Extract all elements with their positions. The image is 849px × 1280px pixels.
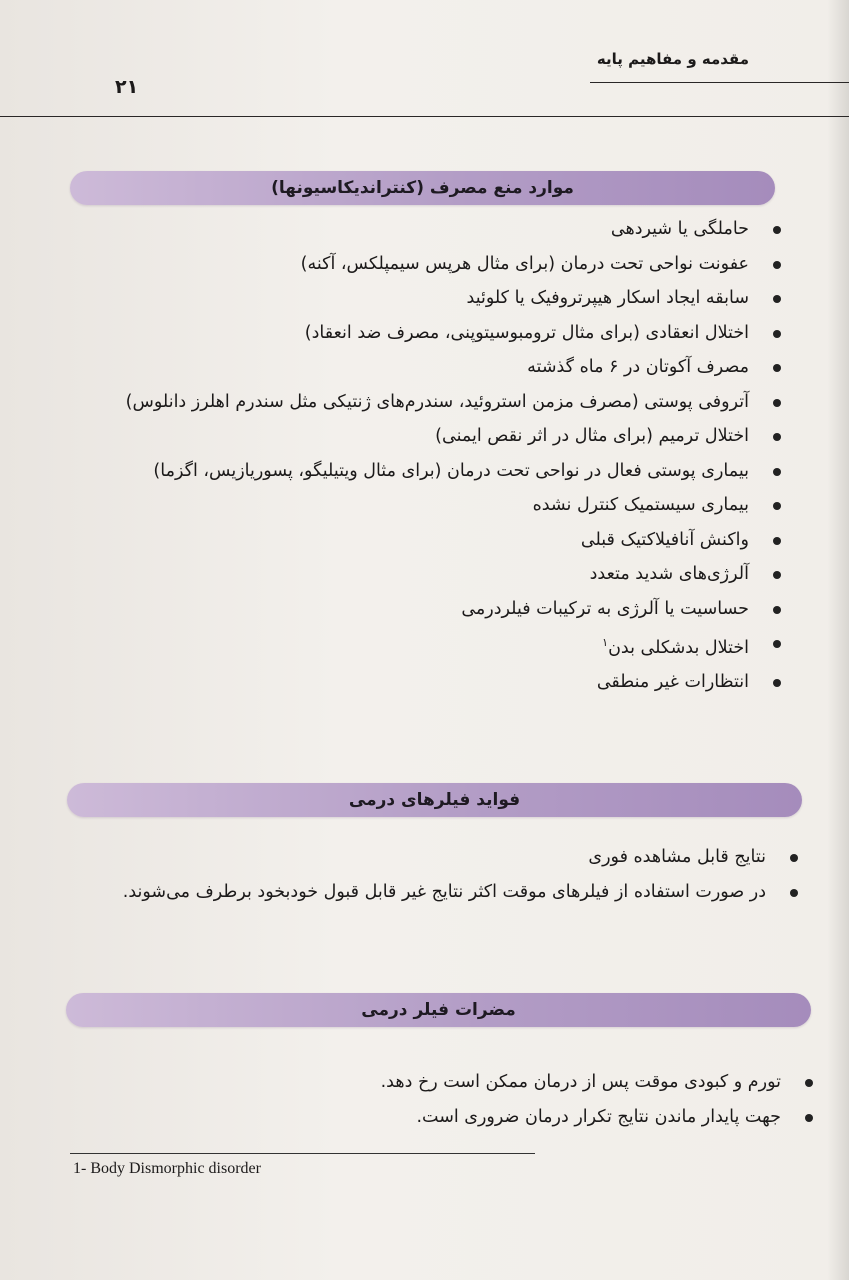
- list-item: مصرف آکوتان در ۶ ماه گذشته: [57, 350, 787, 385]
- list-item: اختلال انعقادی (برای مثال ترومبوسیتوپنی، مصرف ضد انعقاد): [57, 316, 787, 351]
- page-header: [0, 40, 849, 120]
- list-item: نتایج قابل مشاهده فوری: [69, 840, 804, 875]
- list-item: حاملگی یا شیردهی: [57, 212, 787, 247]
- section-banner-drawbacks: [66, 993, 811, 1027]
- list-item: انتظارات غیر منطقی: [57, 665, 787, 700]
- footnote: 1- Body Dismorphic disorder: [73, 1160, 261, 1177]
- page-number: ۲۱: [115, 76, 139, 98]
- list-item: اختلال بدشکلی بدن$^۱$: [57, 626, 787, 665]
- list-item: آتروفی پوستی (مصرف مزمن استروئید، سندرم‌های ژنتیکی مثل سندرم اهلرز دانلوس): [57, 385, 787, 420]
- header-rule-short: [590, 82, 849, 83]
- benefits-list: [69, 840, 804, 909]
- footnote-marker: ۱: [602, 636, 609, 649]
- drawbacks-list: [74, 1065, 819, 1134]
- section-banner-benefits: [67, 783, 802, 817]
- section-title: فواید فیلرهای درمی: [348, 790, 521, 810]
- list-item: تورم و کبودی موقت پس از درمان ممکن است رخ دهد.: [74, 1065, 819, 1100]
- list-item: بیماری پوستی فعال در نواحی تحت درمان (برای مثال ویتیلیگو، پسوریازیس، اگزما): [57, 454, 787, 489]
- list-item: بیماری سیستمیک کنترل نشده: [57, 488, 787, 523]
- list-item: عفونت نواحی تحت درمان (برای مثال هرپس سیمپلکس، آکنه): [57, 247, 787, 282]
- list-item: جهت پایدار ماندن نتایج تکرار درمان ضروری است.: [74, 1100, 819, 1135]
- header-rule: [0, 116, 849, 117]
- list-item: اختلال ترمیم (برای مثال در اثر نقص ایمنی): [57, 419, 787, 454]
- list-item: واکنش آنافیلاکتیک قبلی: [57, 523, 787, 558]
- footnote-rule: [70, 1153, 535, 1154]
- page-binding-shadow: [827, 0, 849, 1280]
- chapter-title: مقدمه و مفاهیم پایه: [596, 50, 749, 68]
- contraindications-list: [57, 212, 787, 700]
- section-banner-contraindications: [70, 171, 775, 205]
- list-item: حساسیت یا آلرژی به ترکیبات فیلردرمی: [57, 592, 787, 627]
- list-item: آلرژی‌های شدید متعدد: [57, 557, 787, 592]
- list-item: در صورت استفاده از فیلرهای موقت اکثر نتایج غیر قابل قبول خودبخود برطرف می‌شوند.: [69, 875, 804, 910]
- section-title: موارد منع مصرف (کنتراندیکاسیونها): [271, 178, 574, 198]
- list-item: سابقه ایجاد اسکار هیپرتروفیک یا کلوئید: [57, 281, 787, 316]
- section-title: مضرات فیلر درمی: [361, 1000, 516, 1020]
